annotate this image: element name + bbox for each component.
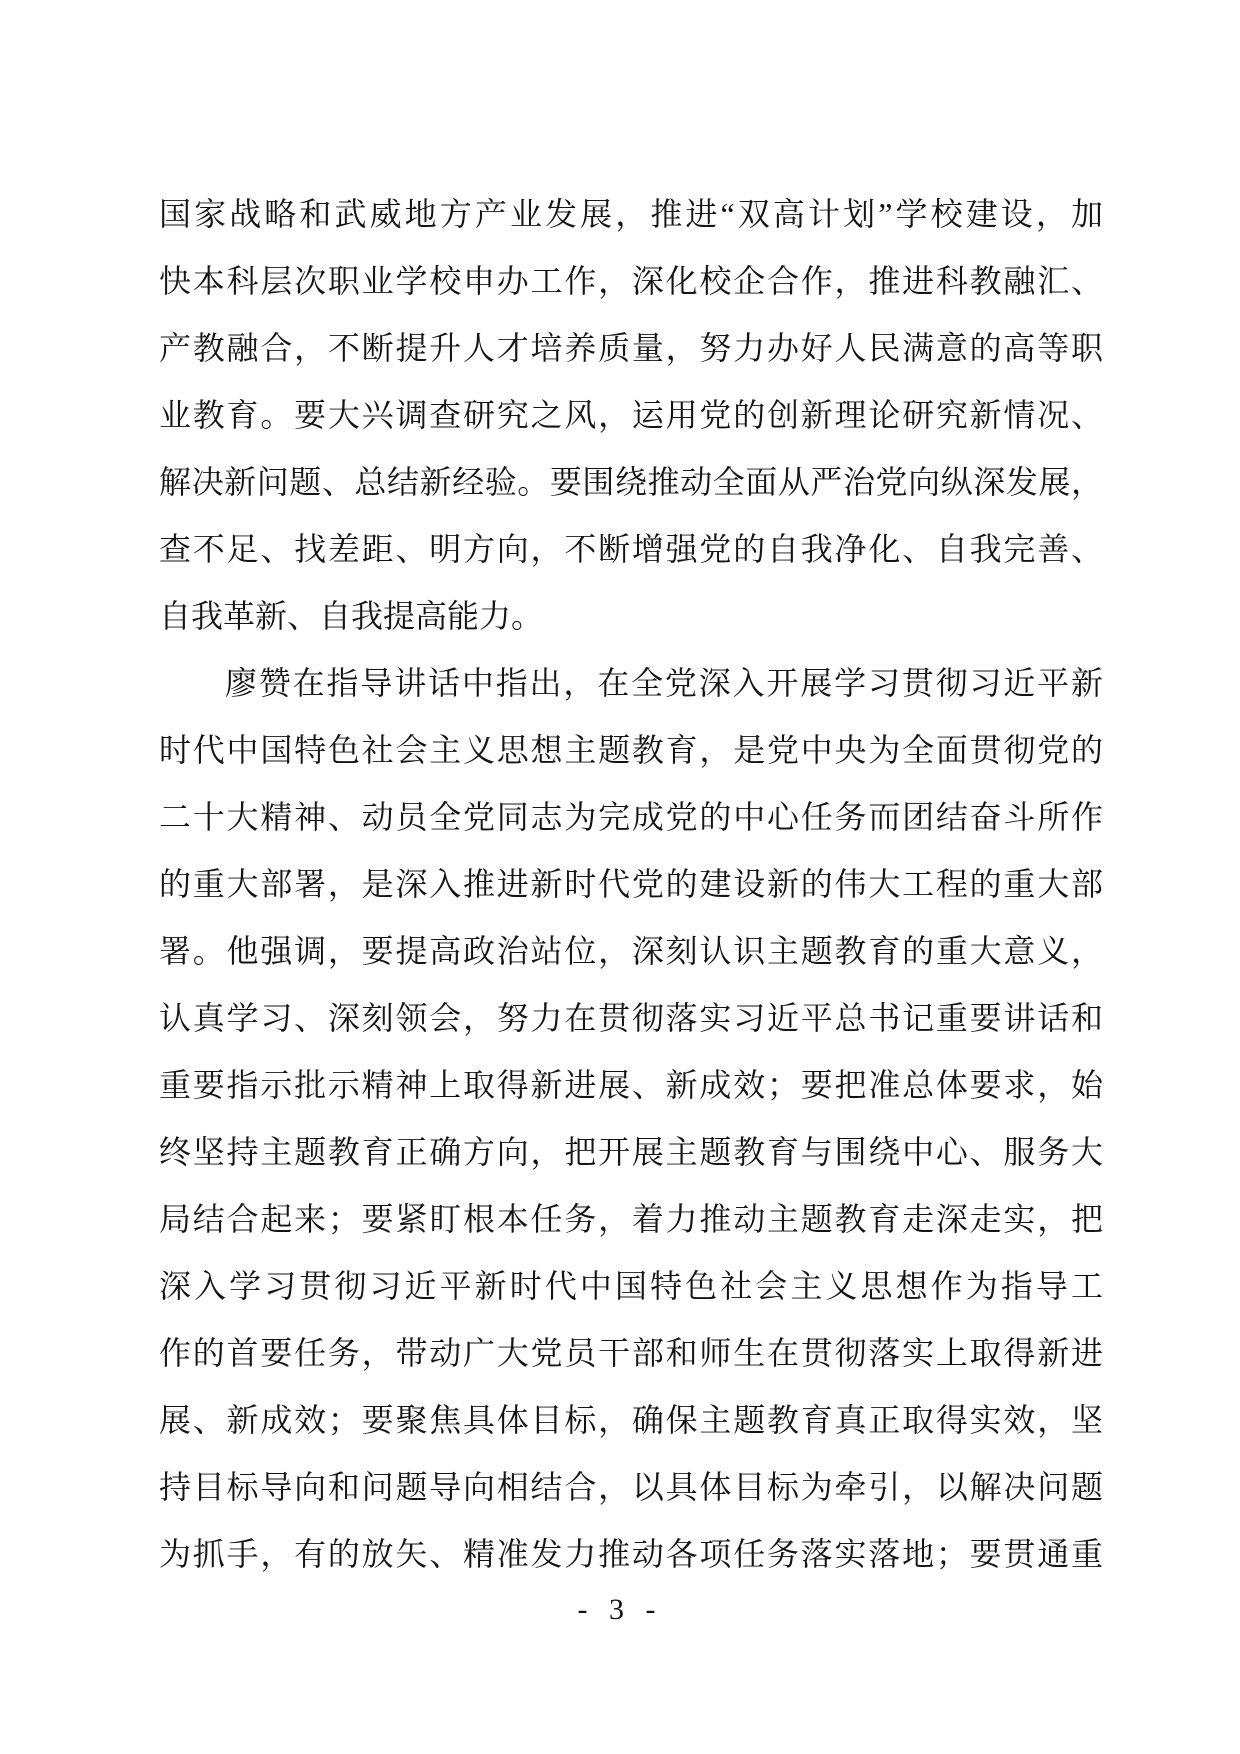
- text-line: 为抓手，有的放矢、精准发力推动各项任务落实落地；要贯通重: [159, 1536, 1103, 1572]
- text-line: 业教育。要大兴调查研究之风，运用党的创新理论研究新情况、: [159, 397, 1103, 433]
- text-line: 局结合起来；要紧盯根本任务，着力推动主题教育走深走实，把: [159, 1201, 1103, 1237]
- text-line: 深入学习贯彻习近平新时代中国特色社会主义思想作为指导工: [159, 1268, 1103, 1304]
- text-line: 展、新成效；要聚焦具体目标，确保主题教育真正取得实效，坚: [159, 1402, 1103, 1438]
- text-line: 署。他强调，要提高政治站位，深刻认识主题教育的重大意义，: [159, 933, 1103, 969]
- text-line: 的重大部署，是深入推进新时代党的建设新的伟大工程的重大部: [159, 866, 1103, 902]
- text-line: 快本科层次职业学校申办工作，深化校企合作，推进科教融汇、: [159, 263, 1103, 299]
- text-line: 时代中国特色社会主义思想主题教育，是党中央为全面贯彻党的: [159, 732, 1103, 768]
- text-line: 解决新问题、总结新经验。要围绕推动全面从严治党向纵深发展，: [159, 464, 1103, 500]
- text-line: 终坚持主题教育正确方向，把开展主题教育与围绕中心、服务大: [159, 1134, 1103, 1170]
- text-line: 廖赞在指导讲话中指出，在全党深入开展学习贯彻习近平新: [225, 665, 1103, 701]
- paragraph-2: [159, 650, 1103, 1588]
- paragraph-1: [159, 181, 1103, 650]
- text-line: 国家战略和武威地方产业发展，推进“双高计划”学校建设，加: [159, 196, 1103, 232]
- text-line: 认真学习、深刻领会，努力在贯彻落实习近平总书记重要讲话和: [159, 1000, 1103, 1036]
- text-line: 作的首要任务，带动广大党员干部和师生在贯彻落实上取得新进: [159, 1335, 1103, 1371]
- text-line: 产教融合，不断提升人才培养质量，努力办好人民满意的高等职: [159, 330, 1103, 366]
- text-line: 二十大精神、动员全党同志为完成党的中心任务而团结奋斗所作: [159, 799, 1103, 835]
- text-line: 重要指示批示精神上取得新进展、新成效；要把准总体要求，始: [159, 1067, 1103, 1103]
- text-line: 查不足、找差距、明方向，不断增强党的自我净化、自我完善、: [159, 531, 1103, 567]
- text-line: 自我革新、自我提高能力。: [159, 598, 544, 634]
- text-line: 持目标导向和问题导向相结合，以具体目标为牵引，以解决问题: [159, 1469, 1103, 1505]
- text-block: [159, 181, 1103, 1588]
- page-number: - 3 -: [577, 1593, 663, 1626]
